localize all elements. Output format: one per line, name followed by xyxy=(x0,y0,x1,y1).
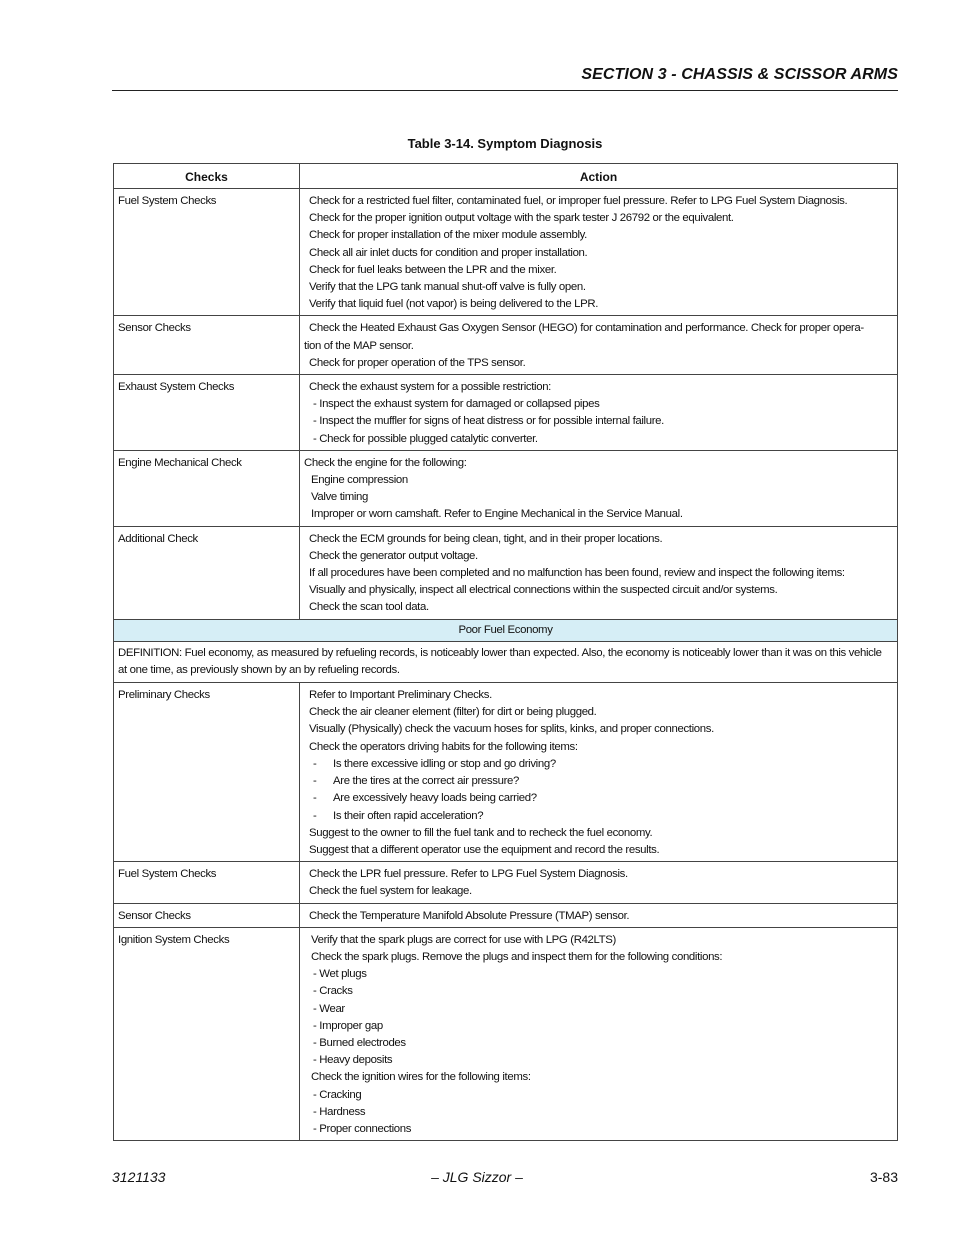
check-cell: Additional Check xyxy=(114,526,300,619)
action-line: Visually and physically, inspect all electrical connections within the suspected circuit and/or systems. xyxy=(309,584,778,597)
action-cell xyxy=(300,862,898,903)
check-cell: Preliminary Checks xyxy=(114,683,300,862)
definition-row xyxy=(114,641,898,682)
table-header-row xyxy=(114,164,898,189)
page-header xyxy=(112,64,898,91)
action-line: Check for the proper ignition output voltage with the spark tester J 26792 or the equivalent. xyxy=(309,212,734,225)
action-line: Verify that the spark plugs are correct for use with LPG (R42LTS) xyxy=(311,933,616,946)
action-line: Check for a restricted fuel filter, contaminated fuel, or improper fuel pressure. Refer to LPG Fuel System Diagnosis. xyxy=(309,195,848,207)
action-cell xyxy=(300,316,898,375)
dash-marker: - xyxy=(313,792,317,805)
action-line: Visually (Physically) check the vacuum hoses for splits, kinks, and proper connections. xyxy=(309,723,714,736)
table-caption: Table 3-14. Symptom Diagnosis xyxy=(407,136,603,151)
section-title: SECTION 3 - CHASSIS & SCISSOR ARMS xyxy=(581,66,898,83)
action-line: Engine compression xyxy=(311,474,408,487)
action-bullet-line xyxy=(309,808,893,825)
check-cell: Engine Mechanical Check xyxy=(114,450,300,526)
subheading-row xyxy=(114,619,898,641)
action-line: Verify that the LPG tank manual shut-off valve is fully open. xyxy=(309,281,586,294)
table-row xyxy=(114,862,898,903)
action-line: tion of the MAP sensor. xyxy=(304,339,414,352)
action-line: Check all air inlet ducts for condition and proper installation. xyxy=(309,246,588,259)
action-line: Are excessively heavy loads being carried? xyxy=(333,792,537,805)
action-line: Check the fuel system for leakage. xyxy=(309,885,472,898)
action-line: Check the exhaust system for a possible restriction: xyxy=(309,381,551,394)
action-line: Valve timing xyxy=(311,491,368,504)
action-cell xyxy=(300,903,898,927)
action-line: - Wear xyxy=(313,1002,345,1015)
table-row xyxy=(114,189,898,316)
action-cell xyxy=(300,375,898,451)
dash-marker: - xyxy=(313,757,317,770)
action-cell xyxy=(300,526,898,619)
action-line: - Hardness xyxy=(313,1105,366,1118)
action-line: - Heavy deposits xyxy=(313,1054,393,1067)
action-line: Verify that liquid fuel (not vapor) is being delivered to the LPR. xyxy=(309,298,599,311)
action-line: Check the LPR fuel pressure. Refer to LPG Fuel System Diagnosis. xyxy=(309,868,628,881)
action-line: Is their often rapid acceleration? xyxy=(333,809,484,822)
action-line: - Burned electrodes xyxy=(313,1036,406,1049)
check-cell: Ignition System Checks xyxy=(114,927,300,1140)
action-line: - Wet plugs xyxy=(313,968,367,981)
action-line: - Cracks xyxy=(313,985,353,998)
action-line: Improper or worn camshaft. Refer to Engine Mechanical in the Service Manual. xyxy=(311,508,683,521)
action-line: Check for proper operation of the TPS sensor. xyxy=(309,356,526,369)
table-row xyxy=(114,927,898,1140)
action-line: - Check for possible plugged catalytic converter. xyxy=(313,432,538,445)
action-line: Are the tires at the correct air pressure? xyxy=(333,775,519,788)
action-line: - Inspect the muffler for signs of heat distress or for possible internal failure. xyxy=(313,415,664,428)
action-cell xyxy=(300,450,898,526)
check-cell: Sensor Checks xyxy=(114,903,300,927)
action-cell xyxy=(300,189,898,316)
action-line: Check the ECM grounds for being clean, tight, and in their proper locations. xyxy=(309,532,663,545)
dash-marker: - xyxy=(313,809,317,822)
action-line: Suggest that a different operator use the equipment and record the results. xyxy=(309,843,660,856)
check-cell: Sensor Checks xyxy=(114,316,300,375)
table-row xyxy=(114,450,898,526)
action-line: If all procedures have been completed and no malfunction has been found, review and inspect the following items: xyxy=(309,567,845,580)
action-line: Check the scan tool data. xyxy=(309,601,429,614)
action-line: Check for fuel leaks between the LPR and the mixer. xyxy=(309,263,557,276)
action-bullet-line xyxy=(309,790,893,807)
action-line: Check the air cleaner element (filter) for dirt or being plugged. xyxy=(309,706,597,719)
action-bullet-line xyxy=(309,773,893,790)
symptom-diagnosis-table xyxy=(113,163,898,1141)
action-line: Check the engine for the following: xyxy=(304,456,467,469)
table-row xyxy=(114,683,898,862)
action-cell xyxy=(300,683,898,862)
footer-doc-number: 3121133 xyxy=(112,1169,166,1185)
action-line: Check the Temperature Manifold Absolute Pressure (TMAP) sensor. xyxy=(309,909,630,922)
action-line: - Proper connections xyxy=(313,1122,412,1135)
action-line: Check the operators driving habits for the following items: xyxy=(309,740,578,753)
action-line: Is there excessive idling or stop and go driving? xyxy=(333,757,556,770)
table-row xyxy=(114,375,898,451)
check-cell: Fuel System Checks xyxy=(114,862,300,903)
subheading-poor-fuel-economy: Poor Fuel Economy xyxy=(114,619,898,641)
action-line: - Cracking xyxy=(313,1088,362,1101)
action-line: Check the generator output voltage. xyxy=(309,549,478,562)
footer-page-number: 3-83 xyxy=(869,1169,898,1185)
column-header-action: Action xyxy=(300,164,898,189)
action-line: Suggest to the owner to fill the fuel tank and to recheck the fuel economy. xyxy=(309,826,653,839)
action-line: - Improper gap xyxy=(313,1019,383,1032)
action-line: Refer to Important Preliminary Checks. xyxy=(309,689,492,702)
footer-product-name: – JLG Sizzor – xyxy=(431,1169,523,1185)
table-row xyxy=(114,316,898,375)
table-row xyxy=(114,526,898,619)
action-line: Check the ignition wires for the following items: xyxy=(311,1071,531,1084)
action-cell xyxy=(300,927,898,1140)
definition-text: DEFINITION: Fuel economy, as measured by refueling records, is noticeably lower than expected. Also, the economy is noticeably lower than it was on this vehicle at one time, as previously shown by an by refueling records. xyxy=(114,641,898,682)
action-line: - Inspect the exhaust system for damaged or collapsed pipes xyxy=(313,398,600,411)
check-cell: Exhaust System Checks xyxy=(114,375,300,451)
table-row xyxy=(114,903,898,927)
column-header-checks: Checks xyxy=(114,164,300,189)
action-line: Check the Heated Exhaust Gas Oxygen Sensor (HEGO) for contamination and performance. Check for proper opera- xyxy=(309,322,864,335)
action-line: Check for proper installation of the mixer module assembly. xyxy=(309,229,587,242)
action-bullet-line xyxy=(309,756,893,773)
action-line: Check the spark plugs. Remove the plugs and inspect them for the following conditions: xyxy=(311,950,723,963)
dash-marker: - xyxy=(313,775,317,788)
check-cell: Fuel System Checks xyxy=(114,189,300,316)
